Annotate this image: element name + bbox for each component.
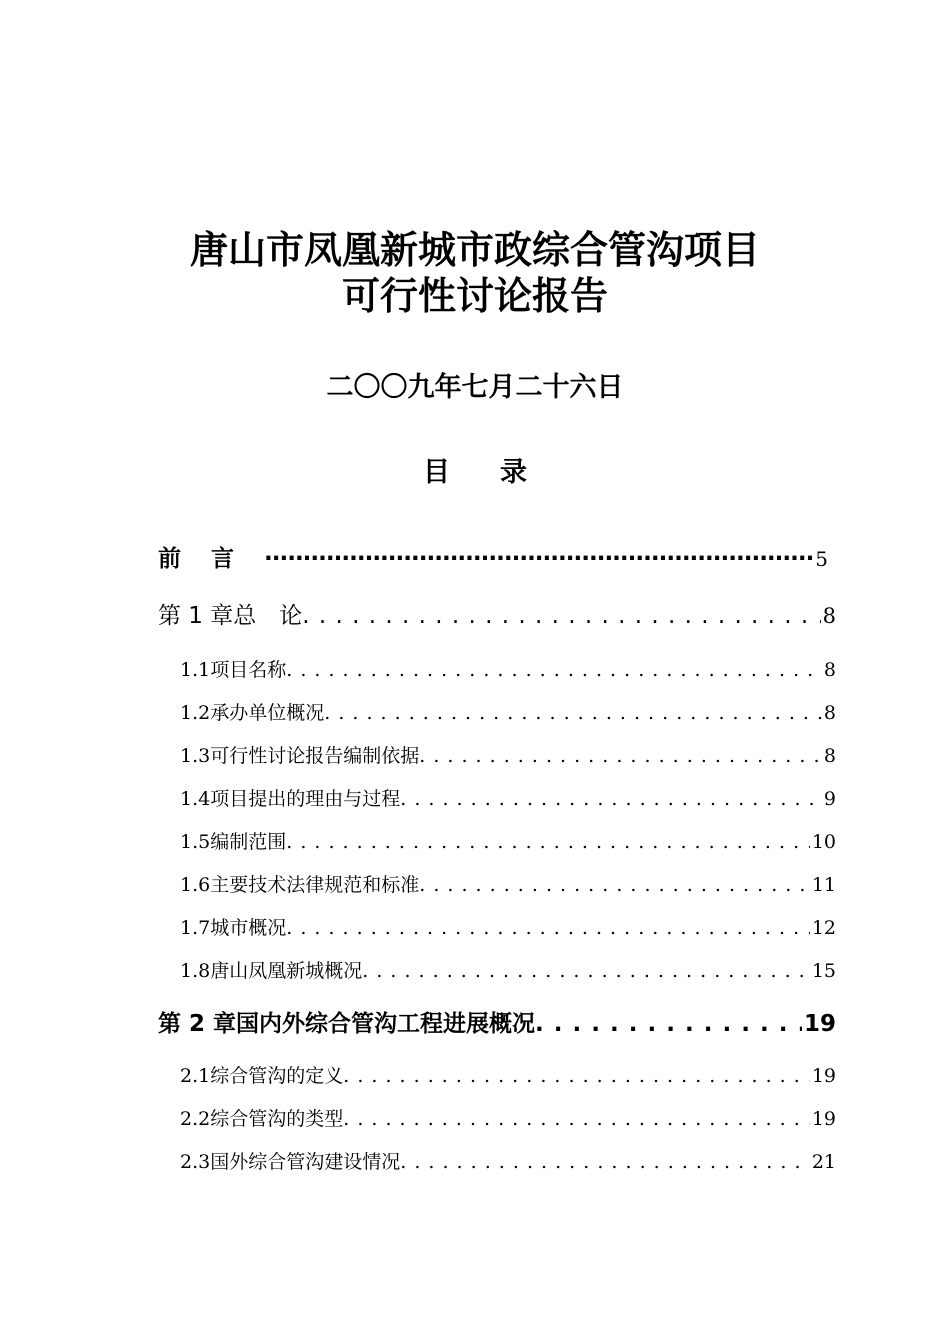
toc-leader-dots [419,874,810,896]
document-title-line1: 唐山市凤凰新城市政综合管沟项目 [189,228,760,272]
toc-page-number: 8 [823,702,836,724]
toc-entry-section[interactable] [180,1147,836,1174]
toc-page-number: 10 [811,831,836,853]
toc-leader-dots [302,603,820,629]
toc-leader-dots [343,1065,810,1087]
toc-section-number: 2.3 [180,1151,211,1173]
toc-leader-dots [286,659,822,681]
toc-chapter-number: 第 2 章 [158,1011,237,1037]
toc-entry-section[interactable] [180,956,836,983]
toc-entry-section[interactable] [180,741,836,768]
toc-entry-title: 承办单位概况 [210,702,325,724]
toc-entry-section[interactable] [180,1061,836,1088]
toc-entry-section[interactable] [180,784,836,811]
toc-section-number: 1.3 [180,745,211,767]
toc-entry-section[interactable] [180,827,836,854]
toc-section-number: 1.8 [180,960,211,982]
toc-page-number: 19 [811,1108,836,1130]
toc-leader-dots [400,788,822,810]
toc-heading: 目录 [423,457,577,488]
document-date: 二〇〇九年七月二十六日 [326,372,624,403]
toc-section-number: 1.4 [180,788,211,810]
toc-entry-section[interactable] [180,655,836,682]
toc-section-number: 1.1 [180,659,211,681]
toc-leader-dots [400,1151,810,1173]
toc-entry-section[interactable] [180,698,836,725]
toc-leader-dots [362,960,810,982]
toc-section-number: 1.2 [180,702,211,724]
toc-leader-dots [343,1108,810,1130]
toc-entry-title: 项目提出的理由与过程 [210,788,401,810]
toc-entry-title: 主要技术法律规范和标准 [210,874,420,896]
toc-entry-section[interactable] [180,1104,836,1131]
toc-section-number: 1.6 [180,874,211,896]
toc-page-number: 8 [823,745,836,767]
toc-section-number: 2.1 [180,1065,211,1087]
toc-leader-dots [264,546,813,572]
toc-page-number: 9 [823,788,836,810]
toc-entry-title: 国外综合管沟建设情况 [210,1151,401,1173]
toc-entry-title: 可行性讨论报告编制依据 [210,745,420,767]
toc-page-number: 15 [811,960,836,982]
toc-page-number: 21 [811,1151,836,1173]
toc-entry-title: 城市概况 [210,917,287,939]
toc-leader-dots [419,745,822,767]
toc-page-number: 19 [803,1011,836,1037]
toc-leader-dots [286,917,810,939]
toc-entry-section[interactable] [180,913,836,940]
toc-page-number: 11 [811,874,836,896]
toc-entry-title: 综合管沟的类型 [210,1108,344,1130]
toc-entry-title: 项目名称 [210,659,287,681]
toc-page-number: 12 [811,917,836,939]
toc-page-number: 8 [823,659,836,681]
toc-entry-title: 编制范围 [210,831,287,853]
toc-entry-preface[interactable] [158,540,828,573]
toc-entry-title: 国内外综合管沟工程进展概况 [236,1011,536,1037]
toc-entry-title: 唐山凤凰新城概况 [210,960,363,982]
document-title-line2: 可行性讨论报告 [341,274,608,318]
toc-page-number: 19 [811,1065,836,1087]
toc-page-number: 5 [815,547,828,571]
toc-section-number: 2.2 [180,1108,211,1130]
toc-section-number: 1.7 [180,917,211,939]
toc-leader-dots [286,831,810,853]
toc-entry-title: 总 论 [233,603,303,629]
toc-leader-dots [535,1011,802,1037]
toc-chapter-number: 第 1 章 [158,603,234,629]
toc-entry-title: 综合管沟的定义 [210,1065,344,1087]
toc-page-number: 8 [822,604,836,628]
toc-entry-chapter-1[interactable] [158,597,836,630]
toc-entry-section[interactable] [180,870,836,897]
toc-entry-chapter-2[interactable] [158,1005,836,1038]
toc-entry-title: 前言 [158,546,264,572]
toc-section-number: 1.5 [180,831,211,853]
toc-leader-dots [324,702,822,724]
